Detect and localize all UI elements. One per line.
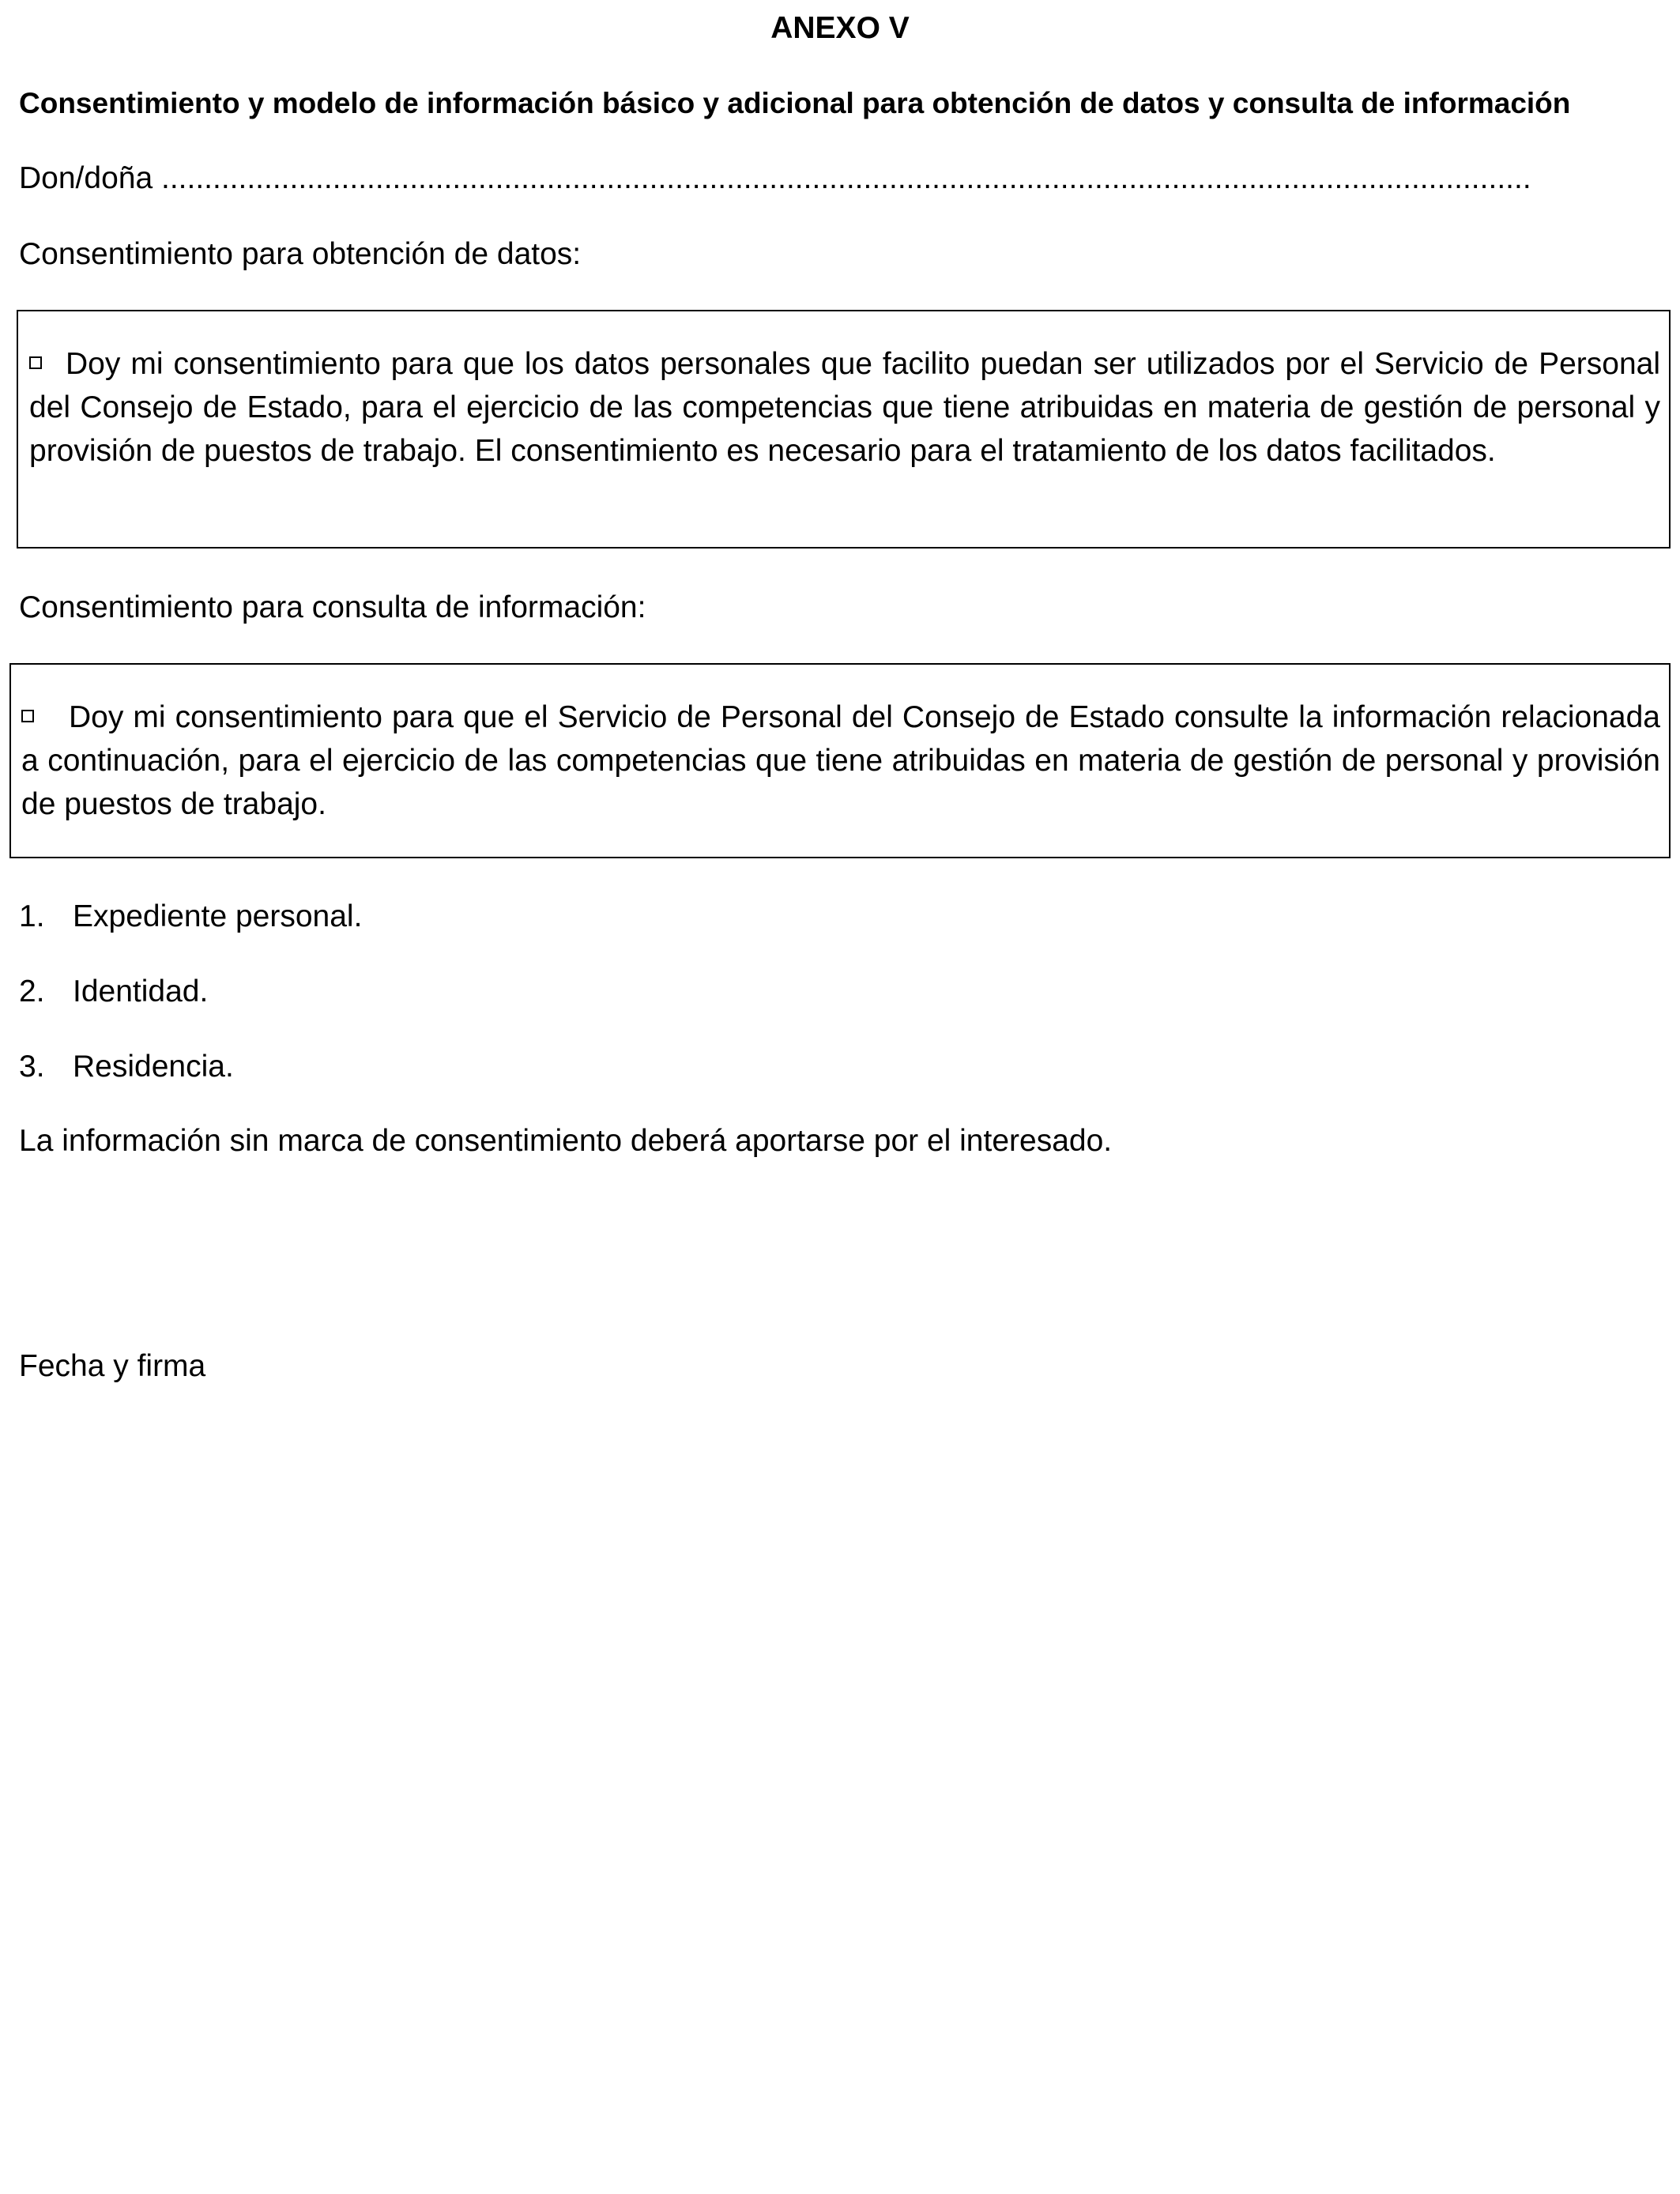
date-signature-label: Fecha y firma <box>19 1349 206 1383</box>
data-consent-checkbox[interactable] <box>29 356 42 369</box>
annex-title: ANEXO V <box>770 11 910 45</box>
applicant-label: Don/doña <box>19 161 153 195</box>
applicant-name-dots: ................................................................................................................................................................ <box>160 161 1531 195</box>
data-consent-paragraph <box>29 342 1660 473</box>
list-item-number: 3. <box>19 1050 45 1084</box>
list-item <box>19 973 208 1011</box>
document-subtitle: Consentimiento y modelo de información básico y adicional para obtención de datos y consulta de información <box>19 87 1571 119</box>
info-consent-text: Doy mi consentimiento para que el Servicio de Personal del Consejo de Estado consulte la información relacionada a continuación, para el ejercicio de las competencias que tiene atribuidas en materia de gestión de personal y provisión de puestos de trabajo. <box>21 700 1660 821</box>
list-item <box>19 1048 234 1086</box>
list-item-number: 1. <box>19 899 45 933</box>
list-item <box>19 898 362 936</box>
list-item-label: Residencia. <box>73 1050 234 1084</box>
info-consent-checkbox[interactable] <box>21 710 34 722</box>
data-consent-label: Consentimiento para obtención de datos: <box>19 237 582 271</box>
applicant-name-line <box>19 160 1671 198</box>
data-consent-text: Doy mi consentimiento para que los datos personales que facilito puedan ser utilizados por el Servicio de Personal del Consejo de Estado, para el ejercicio de las competencias que tiene atribuidas en materia de gestión de personal y provisión de puestos de trabajo. El consentimiento es necesario para el tratamiento de los datos facilitados. <box>29 347 1660 468</box>
missing-consent-note: La información sin marca de consentimiento deberá aportarse por el interesado. <box>19 1124 1113 1158</box>
list-item-label: Expediente personal. <box>73 899 363 933</box>
list-item-label: Identidad. <box>73 974 209 1008</box>
info-consent-label: Consentimiento para consulta de información: <box>19 590 646 624</box>
list-item-number: 2. <box>19 974 45 1008</box>
info-consent-paragraph <box>21 696 1660 826</box>
